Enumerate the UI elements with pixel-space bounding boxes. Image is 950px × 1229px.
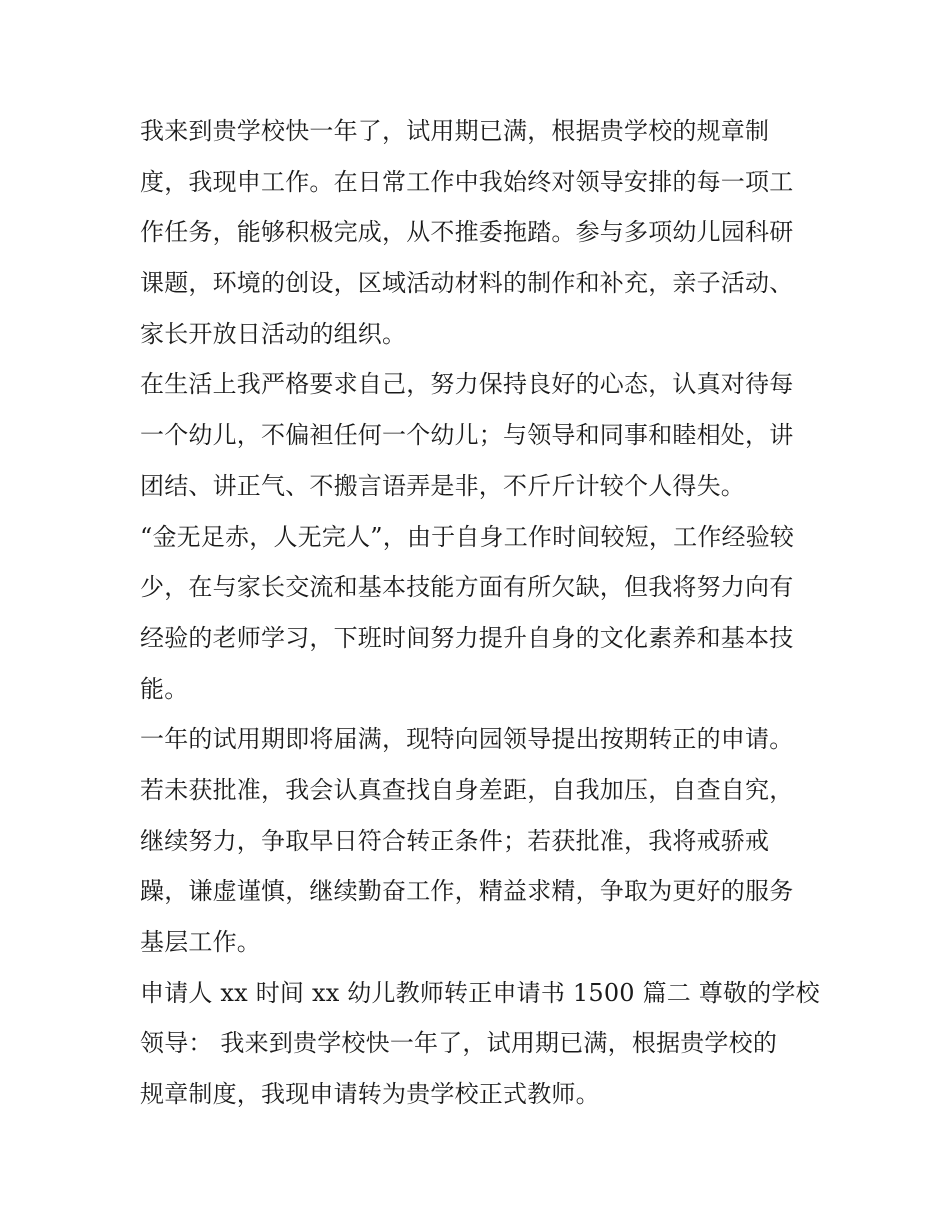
- text-line: 一年的试用期即将届满，现特向园领导提出按期转正的申请。: [140, 725, 794, 754]
- text-line: 继续努力，争取早日符合转正条件；若获批准，我将戒骄戒: [140, 826, 770, 855]
- text-line: 规章制度，我现申请转为贵学校正式教师。: [140, 1080, 600, 1109]
- text-line: 团结、讲正气、不搬言语弄是非，不斤斤计较个人得失。: [140, 471, 745, 500]
- text-line: 我来到贵学校快一年了，试用期已满，根据贵学校的规章制: [140, 117, 770, 145]
- text-line: 申请人 xx 时间 xx 幼儿教师转正申请书 1500 篇二 尊敬的学校: [140, 978, 820, 1007]
- paragraph-4: [140, 714, 812, 967]
- document-body: [140, 106, 820, 1120]
- text-line: 在生活上我严格要求自己，努力保持良好的心态，认真对待每: [140, 370, 794, 399]
- paragraph-1: [140, 106, 812, 359]
- text-line: 经验的老师学习，下班时间努力提升自身的文化素养和基本技: [140, 623, 794, 652]
- text-line: 少，在与家长交流和基本技能方面有所欠缺，但我将努力向有: [140, 573, 794, 602]
- text-line: 作任务，能够积极完成，从不推委拖踏。参与多项幼儿园科研: [140, 218, 794, 247]
- text-line: 基层工作。: [140, 928, 261, 956]
- paragraph-5: [140, 968, 820, 1120]
- text-line: 若未获批准，我会认真查找自身差距，自我加压，自查自究，: [140, 775, 794, 804]
- text-line: 度，我现申工作。在日常工作中我始终对领导安排的每一项工: [140, 167, 794, 196]
- text-line: 课题，环境的创设，区域活动材料的制作和补充，亲子活动、: [140, 269, 794, 298]
- paragraph-3: [140, 512, 812, 715]
- text-line: 能。: [140, 674, 189, 703]
- text-line: 一个幼儿，不偏袒任何一个幼儿；与领导和同事和睦相处，讲: [140, 421, 794, 450]
- paragraph-2: [140, 359, 812, 511]
- text-line: 领导： 我来到贵学校快一年了，试用期已满，根据贵学校的: [140, 1029, 778, 1058]
- text-line: 家长开放日活动的组织。: [140, 319, 407, 348]
- text-line: “金无足赤，人无完人”，由于自身工作时间较短，工作经验较: [140, 522, 795, 551]
- text-line: 躁，谦虚谨慎，继续勤奋工作，精益求精，争取为更好的服务: [140, 877, 794, 906]
